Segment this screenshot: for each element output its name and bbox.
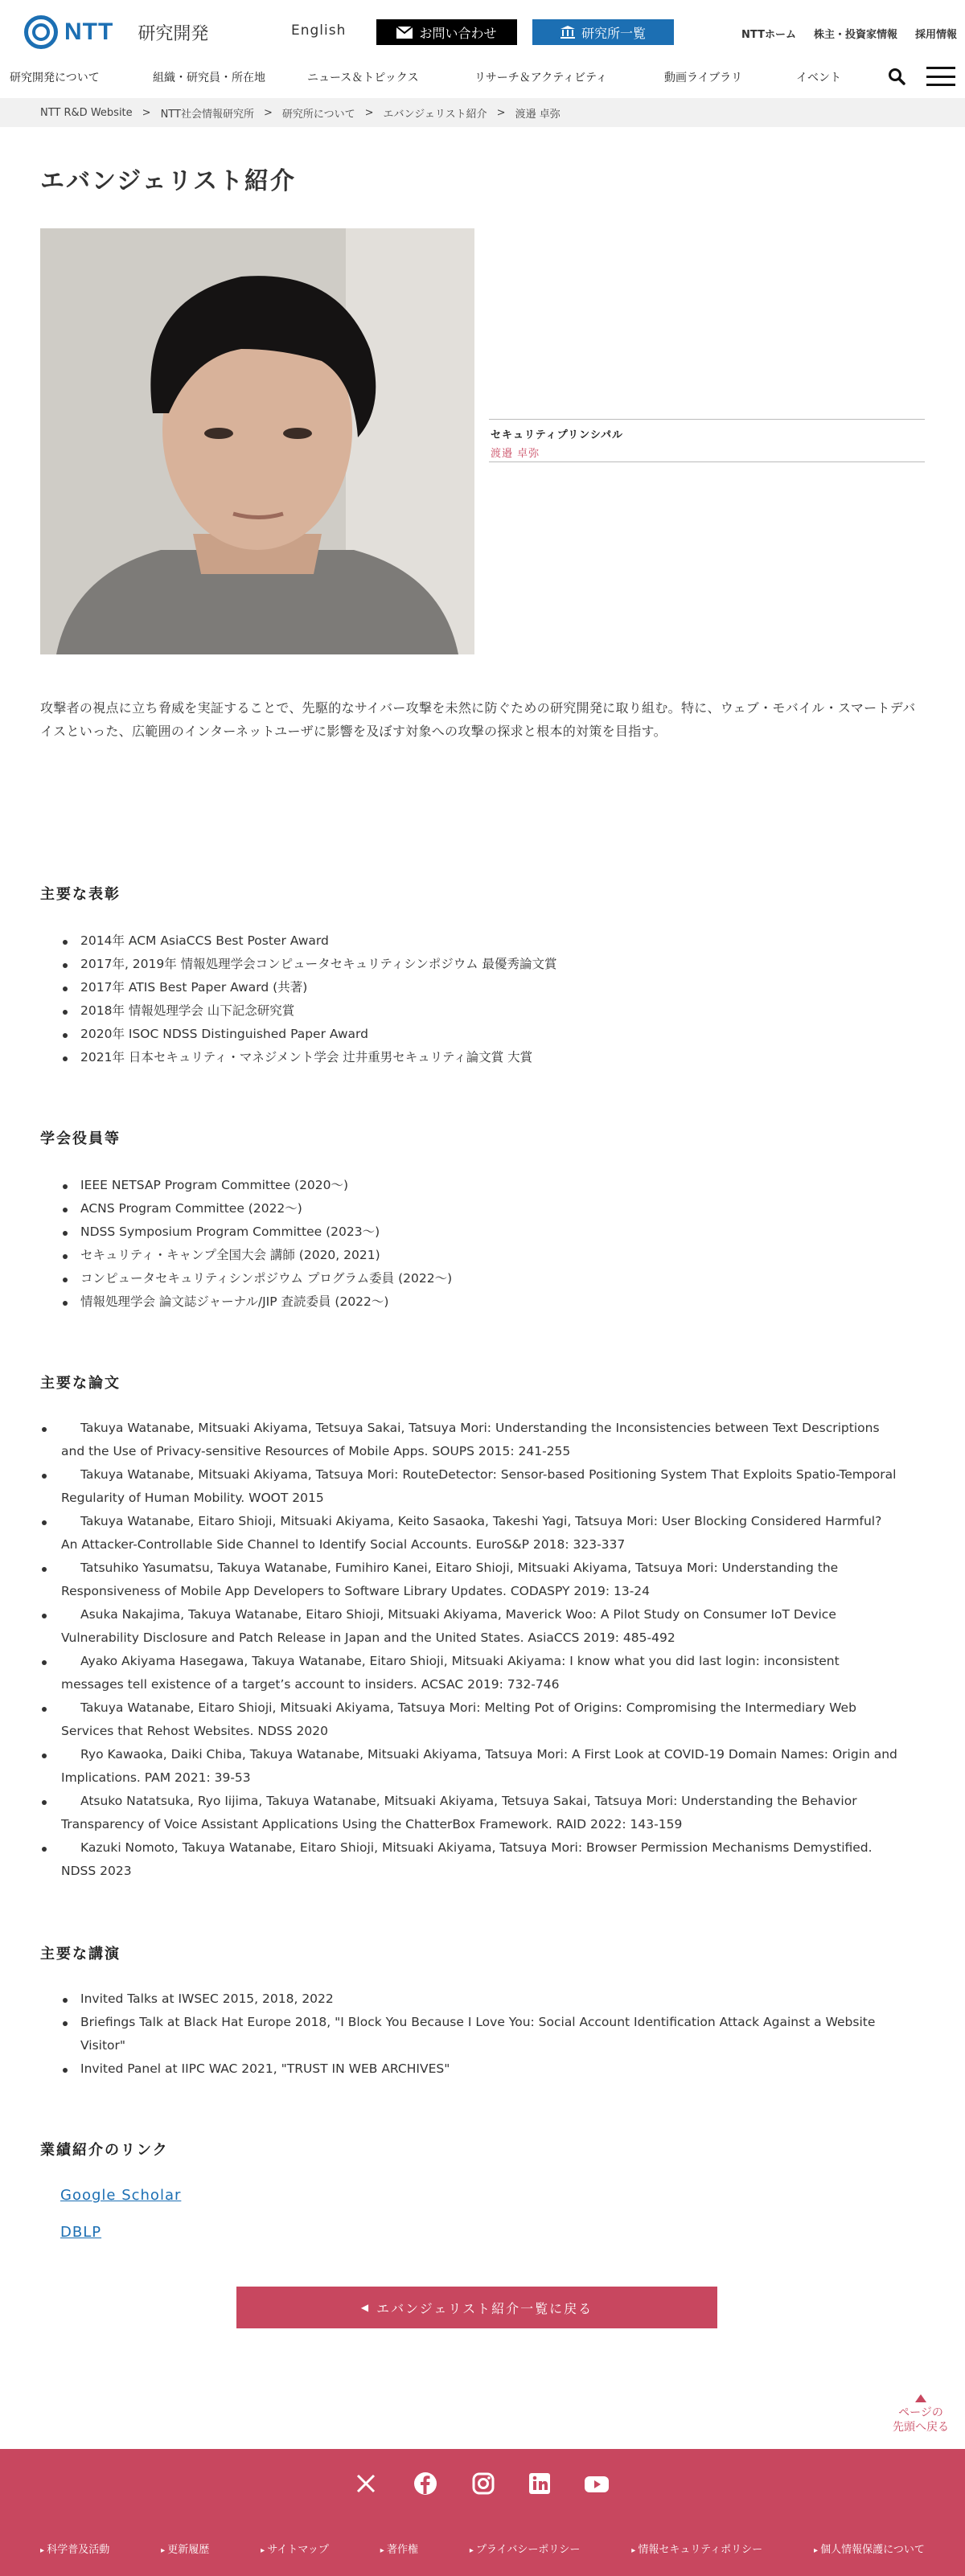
building-icon — [561, 26, 575, 39]
breadcrumb — [0, 98, 965, 127]
labs-list-button[interactable] — [532, 19, 674, 45]
paper-item: Atsuko Natatsuka, Ryo Iijima, Takuya Watanabe, Mitsuaki Akiyama, Tetsuya Sakai, Tatsuya Mori: Understanding the Behavior Transparency of Voice Assistant Applications Using the ChatterBox Framework. RAID 2022: 143-159 — [40, 1790, 901, 1836]
footer-link[interactable]: ▸ 個人情報保護について — [814, 2541, 925, 2556]
facebook-icon[interactable] — [413, 2471, 437, 2496]
x-icon[interactable] — [354, 2471, 378, 2496]
paper-item: Tatsuhiko Yasumatsu, Takuya Watanabe, Fumihiro Kanei, Eitaro Shioji, Mitsuaki Akiyama, Tatsuya Mori: Understanding the Responsiveness of Mobile App Developers to Software Library Updates. CODASPY 2019: 13-24 — [40, 1557, 901, 1603]
logo-text: NTT — [64, 18, 114, 45]
awards-heading: 主要な表彰 — [40, 886, 121, 903]
youtube-icon[interactable] — [584, 2471, 610, 2496]
nav-item-videos[interactable]: 動画ライブラリ — [664, 72, 743, 84]
ntt-logo[interactable] — [24, 14, 208, 50]
back-to-list-button[interactable] — [236, 2287, 717, 2328]
site-footer — [0, 2449, 965, 2576]
investor-link[interactable]: 株主・投資家情報 — [813, 29, 897, 41]
breadcrumb-separator: > — [263, 106, 273, 119]
list-item: IEEE NETSAP Program Committee (2020〜) — [61, 1174, 452, 1197]
breadcrumb-item[interactable]: エバンジェリスト紹介 — [383, 108, 487, 121]
ntt-home-link[interactable]: NTTホーム — [741, 29, 796, 41]
breadcrumb-item[interactable]: 研究所について — [281, 108, 355, 121]
caret-up-icon — [915, 2394, 926, 2402]
google-scholar-link[interactable]: Google Scholar — [60, 2187, 182, 2204]
hamburger-menu-icon[interactable] — [926, 64, 955, 88]
breadcrumb-item[interactable]: NTT R&D Website — [40, 106, 133, 119]
labs-list-label: 研究所一覧 — [581, 25, 646, 41]
footer-link[interactable]: ▸ プライバシーポリシー — [470, 2541, 581, 2556]
paper-item: Takuya Watanabe, Mitsuaki Akiyama, Tatsuya Mori: RouteDetector: Sensor-based Positioning System That Exploits Spatio-Temporal Regularity of Human Mobility. WOOT 2015 — [40, 1463, 901, 1510]
top-links — [741, 26, 957, 41]
evangelist-role: セキュリティプリンシパル — [491, 429, 623, 441]
list-item: 2018年 情報処理学会 山下記念研究賞 — [61, 999, 557, 1023]
paper-item: Takuya Watanabe, Eitaro Shioji, Mitsuaki Akiyama, Tatsuya Mori: Melting Pot of Origins: Compromising the Intermediary Web Services that Rehost Websites. NDSS 2020 — [40, 1696, 901, 1743]
page-top-line1: ページの — [898, 2406, 943, 2419]
nav-item-research[interactable]: リサーチ＆アクティビティ — [474, 72, 608, 84]
papers-heading: 主要な論文 — [40, 1375, 121, 1392]
list-item: Invited Panel at IIPC WAC 2021, "TRUST IN WEB ARCHIVES" — [61, 2057, 897, 2081]
paper-item: Takuya Watanabe, Mitsuaki Akiyama, Tetsuya Sakai, Tatsuya Mori: Understanding the Inconsistencies between Text Descriptions and the Use of Privacy-sensitive Resources of Mobile Apps. SOUPS 2015: 241-255 — [40, 1417, 901, 1463]
talks-heading: 主要な講演 — [40, 1946, 121, 1963]
breadcrumb-item[interactable]: NTT社会情報研究所 — [160, 108, 254, 121]
search-icon[interactable] — [888, 68, 905, 85]
paper-item: Kazuki Nomoto, Takuya Watanabe, Eitaro Shioji, Mitsuaki Akiyama, Tatsuya Mori: Browser Permission Mechanisms Demystified. NDSS 2023 — [40, 1836, 901, 1883]
site-name: 研究開発 — [138, 23, 209, 44]
paper-item: Takuya Watanabe, Eitaro Shioji, Mitsuaki Akiyama, Keito Sasaoka, Takeshi Yagi, Tatsuya Mori: User Blocking Considered Harmful? An Attacker-Controllable Side Channel to Identify Social Accounts. EuroS&P 2018: 323-337 — [40, 1510, 901, 1557]
talks-list — [61, 1987, 897, 2081]
breadcrumb-separator: > — [496, 106, 506, 119]
footer-link[interactable]: ▸ 更新履歴 — [161, 2541, 209, 2556]
list-item: 2014年 ACM AsiaCCS Best Poster Award — [61, 929, 557, 953]
evangelist-photo — [40, 228, 474, 654]
links-heading: 業績紹介のリンク — [40, 2142, 169, 2159]
page-top-button[interactable] — [883, 2394, 959, 2443]
list-item: 2017年, 2019年 情報処理学会コンピュータセキュリティシンポジウム 最優秀論文賞 — [61, 953, 557, 976]
breadcrumb-separator: > — [364, 106, 374, 119]
list-item: 2020年 ISOC NDSS Distinguished Paper Award — [61, 1023, 557, 1046]
list-item: ACNS Program Committee (2022〜) — [61, 1197, 452, 1220]
site-header — [0, 0, 965, 64]
back-to-list-label: エバンジェリスト紹介一覧に戻る — [376, 2300, 593, 2316]
papers-list — [40, 1417, 901, 1883]
breadcrumb-separator: > — [142, 106, 151, 119]
committees-heading: 学会役員等 — [40, 1130, 121, 1147]
list-item: 情報処理学会 論文誌ジャーナル/JIP 査読委員 (2022〜) — [61, 1290, 452, 1314]
dblp-link[interactable]: DBLP — [60, 2224, 102, 2241]
page-top-line2: 先頭へ戻る — [893, 2421, 949, 2434]
mail-icon — [396, 27, 413, 39]
evangelist-name: 渡邉 卓弥 — [491, 448, 540, 460]
awards-list — [61, 929, 557, 1069]
list-item: NDSS Symposium Program Committee (2023〜) — [61, 1220, 452, 1244]
profile-info — [489, 419, 925, 462]
intro-text: 攻撃者の視点に立ち脅威を実証することで、先駆的なサイバー攻撃を未然に防ぐための研究開発に取り組む。特に、ウェブ・モバイル・スマートデバイスといった、広範囲のインターネットユーザに影響を及ぼす対象への攻撃の探求と根本的対策を目指す。 — [40, 700, 916, 739]
english-link[interactable]: English — [291, 23, 347, 39]
footer-link[interactable]: ▸ サイトマップ — [261, 2541, 329, 2556]
nav-item-organization[interactable]: 組織・研究員・所在地 — [153, 72, 265, 84]
paper-item: Ryo Kawaoka, Daiki Chiba, Takuya Watanabe, Mitsuaki Akiyama, Tatsuya Mori: A First Look at COVID-19 Domain Names: Origin and Implications. PAM 2021: 39-53 — [40, 1743, 901, 1790]
caret-left-icon: ◀ — [360, 2302, 371, 2313]
ntt-logo-mark-icon — [24, 15, 58, 49]
list-item: Briefings Talk at Black Hat Europe 2018, "I Block You Because I Love You: Social Account Identification Attack Against a Website Visitor" — [61, 2011, 897, 2057]
committees-list — [61, 1174, 452, 1314]
nav-item-news[interactable]: ニュース＆トピックス — [307, 72, 419, 84]
instagram-icon[interactable] — [471, 2471, 495, 2496]
footer-link[interactable]: ▸ 科学普及活動 — [40, 2541, 109, 2556]
list-item: Invited Talks at IWSEC 2015, 2018, 2022 — [61, 1987, 897, 2011]
list-item: 2017年 ATIS Best Paper Award (共著) — [61, 976, 557, 999]
page-title: エバンジェリスト紹介 — [40, 167, 297, 195]
contact-label: お問い合わせ — [419, 25, 497, 41]
paper-item: Asuka Nakajima, Takuya Watanabe, Eitaro Shioji, Mitsuaki Akiyama, Maverick Woo: A Pilot Study on Consumer IoT Device Vulnerability Disclosure and Patch Release in Japan and the United States. AsiaCCS 2019: 485-492 — [40, 1603, 901, 1650]
breadcrumb-current: 渡邉 卓弥 — [515, 108, 561, 121]
list-item: セキュリティ・キャンプ全国大会 講師 (2020, 2021) — [61, 1244, 452, 1267]
list-item: 2021年 日本セキュリティ・マネジメント学会 辻井重男セキュリティ論文賞 大賞 — [61, 1046, 557, 1069]
contact-button[interactable] — [376, 19, 517, 45]
nav-item-events[interactable]: イベント — [796, 72, 841, 84]
nav-item-about[interactable]: 研究開発について — [10, 72, 100, 84]
footer-links — [40, 2541, 925, 2556]
recruit-link[interactable]: 採用情報 — [914, 29, 957, 41]
footer-link[interactable]: ▸ 情報セキュリティポリシー — [631, 2541, 762, 2556]
paper-item: Ayako Akiyama Hasegawa, Takuya Watanabe, Eitaro Shioji, Mitsuaki Akiyama: I know what you did last login: inconsistent messages tell existence of a target’s account to insiders. ACSAC 2019: 732-746 — [40, 1650, 901, 1696]
linkedin-icon[interactable] — [528, 2471, 552, 2496]
list-item: コンピュータセキュリティシンポジウム プログラム委員 (2022〜) — [61, 1267, 452, 1290]
footer-link[interactable]: ▸ 著作権 — [380, 2541, 418, 2556]
